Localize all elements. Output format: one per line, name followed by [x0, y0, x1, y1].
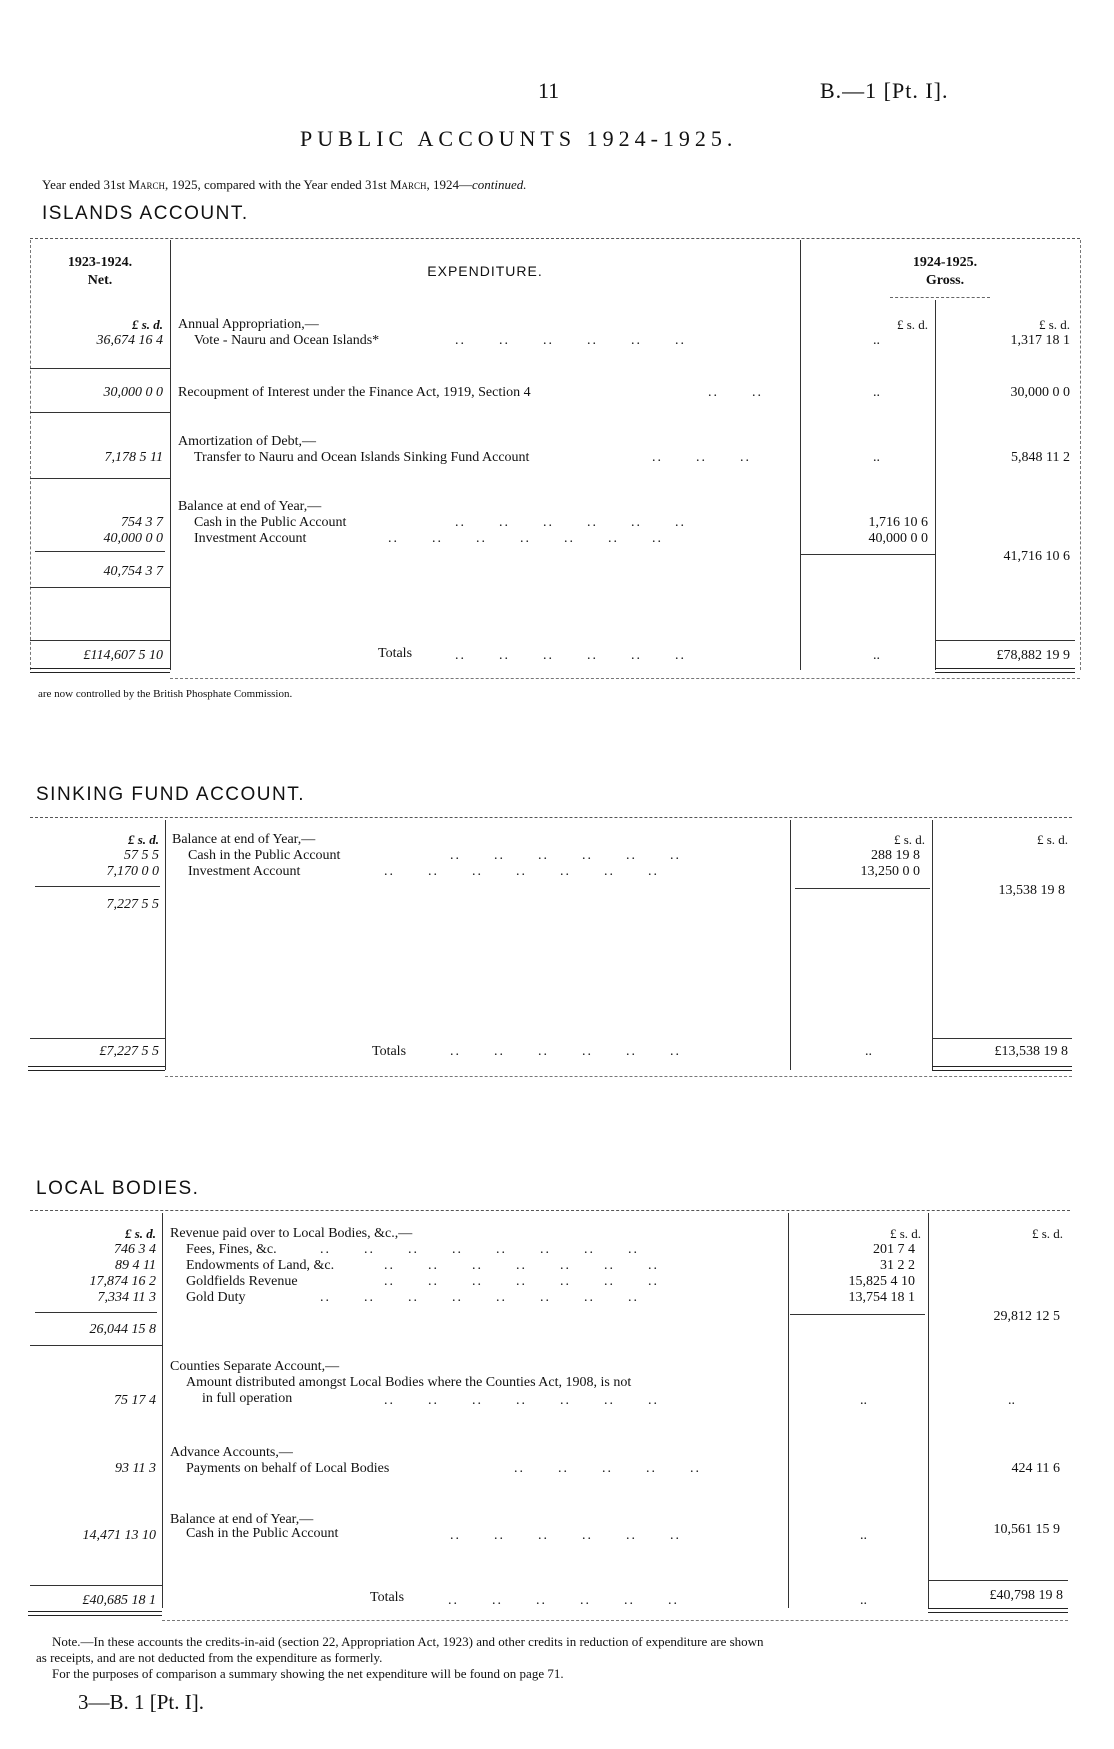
islands-top-rule — [30, 238, 1080, 239]
page-subtitle — [42, 177, 527, 193]
cash-inner-value: 1,716 10 6 — [868, 515, 928, 530]
subtitle-month: March — [128, 177, 165, 192]
totals-outer-value: £40,798 19 8 — [989, 1588, 1063, 1603]
lsd-header: £ s. d. — [124, 1226, 156, 1241]
subtotal-rule — [35, 1312, 157, 1313]
recoup-outer-value: 30,000 0 0 — [1010, 385, 1070, 400]
gross-rule — [890, 297, 990, 298]
leader-dots: .. .. .. .. .. .. .. — [384, 864, 659, 879]
islands-col-divider — [800, 240, 801, 670]
leader-dots: .. .. .. .. .. .. — [455, 333, 686, 348]
sinking-col-divider — [165, 820, 166, 1070]
cash-inner-value: .. — [860, 1528, 867, 1543]
recoup-inner-value: .. — [873, 385, 880, 400]
advance-title: Advance Accounts,— — [170, 1445, 293, 1460]
col-cur-sub: Gross. — [925, 273, 965, 288]
revenue-title: Revenue paid over to Local Bodies, &c.,— — [170, 1226, 413, 1241]
leader-dots: .. .. .. .. .. .. .. — [388, 531, 663, 546]
leader-dots: .. .. .. .. .. — [514, 1461, 701, 1476]
totals-label: Totals — [378, 646, 413, 661]
lsd-header: £ s. d. — [131, 317, 163, 332]
amort-inner-value: .. — [873, 450, 880, 465]
revenue-prev-total: 26,044 15 8 — [89, 1322, 156, 1337]
balance-prev-total: 7,227 5 5 — [106, 897, 159, 912]
double-rule — [935, 668, 1075, 673]
double-rule — [28, 1066, 165, 1071]
local-top-rule — [30, 1210, 1070, 1211]
advance-outer-value: 424 11 6 — [1011, 1461, 1060, 1476]
fees-inner-value: 201 7 4 — [873, 1242, 915, 1257]
totals-outer-value: £13,538 19 8 — [994, 1044, 1068, 1059]
cash-label: Cash in the Public Account — [194, 515, 347, 530]
lsd-header: £ s. d. — [1031, 1226, 1063, 1241]
totals-rule — [30, 1038, 165, 1039]
row-rule — [30, 478, 170, 479]
counties-line2: in full operation — [202, 1391, 293, 1406]
advance-prev-value: 93 11 3 — [115, 1461, 156, 1476]
cash-label: Cash in the Public Account — [186, 1526, 339, 1541]
local-col-divider — [162, 1213, 163, 1608]
duty-label: Gold Duty — [186, 1290, 246, 1305]
col-prev-year: 1923-1924. — [67, 255, 133, 270]
leader-dots: .. .. .. .. .. .. — [450, 1044, 681, 1059]
balance-title: Balance at end of Year,— — [170, 1512, 314, 1527]
sinking-col-divider — [932, 820, 933, 1070]
sinking-bottom-rule — [165, 1076, 1072, 1077]
islands-footnote: are now controlled by the British Phosphate Commission. — [38, 688, 293, 700]
lsd-header: £ s. d. — [1036, 832, 1068, 847]
subtotal-rule — [35, 551, 165, 552]
islands-bottom-rule — [170, 678, 1080, 679]
col-expenditure: EXPENDITURE. — [427, 263, 543, 279]
leader-dots: .. .. .. .. .. .. — [455, 648, 686, 663]
leader-dots: .. .. — [708, 385, 763, 400]
cash-prev-value: 14,471 13 10 — [82, 1528, 156, 1543]
totals-inner-value: .. — [860, 1593, 867, 1608]
lsd-header: £ s. d. — [889, 1226, 921, 1241]
islands-col-divider — [935, 300, 936, 670]
advance-label: Payments on behalf of Local Bodies — [186, 1461, 390, 1476]
balance-title: Balance at end of Year,— — [172, 832, 316, 847]
leader-dots: .. .. .. .. .. .. — [448, 1593, 679, 1608]
row-rule — [30, 1345, 162, 1346]
invest-prev-value: 40,000 0 0 — [103, 531, 163, 546]
annual-appropriation-title: Annual Appropriation,— — [178, 317, 319, 332]
totals-rule — [928, 1580, 1068, 1581]
subtotal-rule — [800, 554, 935, 555]
recoup-label: Recoupment of Interest under the Finance Act, 1919, Section 4 — [178, 385, 531, 400]
gold-prev-value: 17,874 16 2 — [89, 1274, 156, 1289]
page-number: 11 — [538, 78, 560, 103]
amort-prev-value: 7,178 5 11 — [104, 450, 163, 465]
invest-inner-value: 40,000 0 0 — [868, 531, 928, 546]
endow-inner-value: 31 2 2 — [880, 1258, 915, 1273]
note-line-2: as receipts, and are not deducted from the expenditure as formerly. — [36, 1650, 383, 1665]
recoup-prev-value: 30,000 0 0 — [103, 385, 163, 400]
leader-dots: .. .. .. .. .. .. .. .. — [320, 1242, 639, 1257]
sinking-col-divider — [790, 820, 791, 1070]
fees-prev-value: 746 3 4 — [114, 1242, 156, 1257]
islands-col-divider — [1080, 240, 1081, 670]
totals-rule — [30, 1585, 162, 1586]
cash-outer-value: 10,561 15 9 — [993, 1522, 1060, 1537]
lsd-header: £ s. d. — [127, 832, 159, 847]
totals-outer-value: £78,882 19 9 — [996, 648, 1070, 663]
col-cur-year: 1924-1925. — [912, 255, 978, 270]
totals-inner-value: .. — [865, 1044, 872, 1059]
totals-inner-value: .. — [873, 648, 880, 663]
islands-col-divider — [170, 240, 171, 670]
totals-label: Totals — [372, 1044, 407, 1059]
document-reference: B.—1 [Pt. I]. — [820, 78, 949, 103]
totals-prev-value: £40,685 18 1 — [82, 1593, 156, 1608]
leader-dots: .. .. .. .. .. .. .. — [384, 1274, 659, 1289]
row-rule — [30, 587, 170, 588]
counties-inner-value: .. — [860, 1393, 867, 1408]
leader-dots: .. .. .. — [652, 450, 751, 465]
double-rule — [28, 1611, 162, 1616]
subtitle-month: March — [389, 177, 427, 192]
balance-outer-value: 13,538 19 8 — [998, 883, 1065, 898]
duty-inner-value: 13,754 18 1 — [848, 1290, 915, 1305]
invest-prev-value: 7,170 0 0 — [106, 864, 159, 879]
cash-prev-value: 57 5 5 — [124, 848, 159, 863]
note-line-1: Note.—In these accounts the credits-in-aid (section 22, Appropriation Act, 1923) and other credits in reduction of expenditure are shown — [52, 1634, 764, 1649]
duty-prev-value: 7,334 11 3 — [97, 1290, 156, 1305]
amortization-title: Amortization of Debt,— — [178, 434, 317, 449]
leader-dots: .. .. .. .. .. .. .. — [384, 1393, 659, 1408]
footer-signature: 3—B. 1 [Pt. I]. — [78, 1690, 204, 1714]
subtotal-rule — [790, 1314, 925, 1315]
subtitle-continued: continued. — [472, 177, 527, 192]
leader-dots: .. .. .. .. .. .. — [450, 1528, 681, 1543]
leader-dots: .. .. .. .. .. .. — [455, 515, 686, 530]
vote-label: Vote - Nauru and Ocean Islands* — [194, 333, 380, 348]
subtotal-rule — [35, 886, 160, 887]
row-rule — [30, 412, 170, 413]
gold-inner-value: 15,825 4 10 — [848, 1274, 915, 1289]
subtotal-rule — [795, 888, 930, 889]
vote-inner-value: .. — [873, 333, 880, 348]
totals-rule — [935, 640, 1075, 641]
cash-label: Cash in the Public Account — [188, 848, 341, 863]
balance-title: Balance at end of Year,— — [178, 499, 322, 514]
totals-prev-value: £7,227 5 5 — [99, 1044, 159, 1059]
subtitle-part: , 1925, compared with the Year ended 31st — [165, 177, 390, 192]
page-title: PUBLIC ACCOUNTS 1924-1925. — [300, 126, 738, 151]
invest-inner-value: 13,250 0 0 — [860, 864, 920, 879]
row-rule — [30, 368, 170, 369]
local-bottom-rule — [162, 1620, 1068, 1621]
local-col-divider — [788, 1213, 789, 1608]
sinking-heading: SINKING FUND ACCOUNT. — [36, 784, 306, 805]
leader-dots: .. .. .. .. .. .. .. — [384, 1258, 659, 1273]
totals-rule — [30, 640, 170, 641]
double-rule — [928, 1608, 1068, 1613]
cash-inner-value: 288 19 8 — [871, 848, 920, 863]
revenue-outer-value: 29,812 12 5 — [993, 1309, 1060, 1324]
cash-prev-value: 754 3 7 — [121, 515, 163, 530]
lsd-header: £ s. d. — [1038, 317, 1070, 332]
balance-outer-value: 41,716 10 6 — [1003, 549, 1070, 564]
subtitle-part: , 1924— — [426, 177, 473, 192]
lsd-header: £ s. d. — [893, 832, 925, 847]
counties-prev-value: 75 17 4 — [114, 1393, 156, 1408]
sinking-top-rule — [30, 817, 1072, 818]
vote-outer-value: 1,317 18 1 — [1010, 333, 1070, 348]
amort-outer-value: 5,848 11 2 — [1011, 450, 1070, 465]
endow-prev-value: 89 4 11 — [115, 1258, 156, 1273]
double-rule — [932, 1066, 1072, 1071]
local-heading: LOCAL BODIES. — [36, 1178, 200, 1199]
col-prev-sub: Net. — [87, 273, 113, 288]
counties-line1: Amount distributed amongst Local Bodies where the Counties Act, 1908, is not — [186, 1375, 632, 1390]
vote-prev-value: 36,674 16 4 — [96, 333, 163, 348]
local-col-divider — [928, 1213, 929, 1608]
fees-label: Fees, Fines, &c. — [186, 1242, 277, 1257]
islands-heading: ISLANDS ACCOUNT. — [42, 203, 249, 224]
gold-label: Goldfields Revenue — [186, 1274, 298, 1289]
leader-dots: .. .. .. .. .. .. — [450, 848, 681, 863]
invest-label: Investment Account — [194, 531, 307, 546]
counties-outer-value: .. — [1008, 1393, 1015, 1408]
double-rule — [30, 668, 170, 673]
totals-label: Totals — [370, 1590, 405, 1605]
note-line-3: For the purposes of comparison a summary showing the net expenditure will be found on page 71. — [52, 1666, 564, 1681]
islands-col-divider — [30, 240, 31, 670]
counties-title: Counties Separate Account,— — [170, 1359, 340, 1374]
endow-label: Endowments of Land, &c. — [186, 1258, 335, 1273]
leader-dots: .. .. .. .. .. .. .. .. — [320, 1290, 639, 1305]
amort-label: Transfer to Nauru and Ocean Islands Sinking Fund Account — [194, 450, 530, 465]
invest-label: Investment Account — [188, 864, 301, 879]
balance-prev-total: 40,754 3 7 — [103, 564, 163, 579]
lsd-header: £ s. d. — [896, 317, 928, 332]
totals-rule — [932, 1038, 1072, 1039]
subtitle-part: Year ended 31st — [42, 177, 129, 192]
totals-prev-value: £114,607 5 10 — [83, 648, 163, 663]
